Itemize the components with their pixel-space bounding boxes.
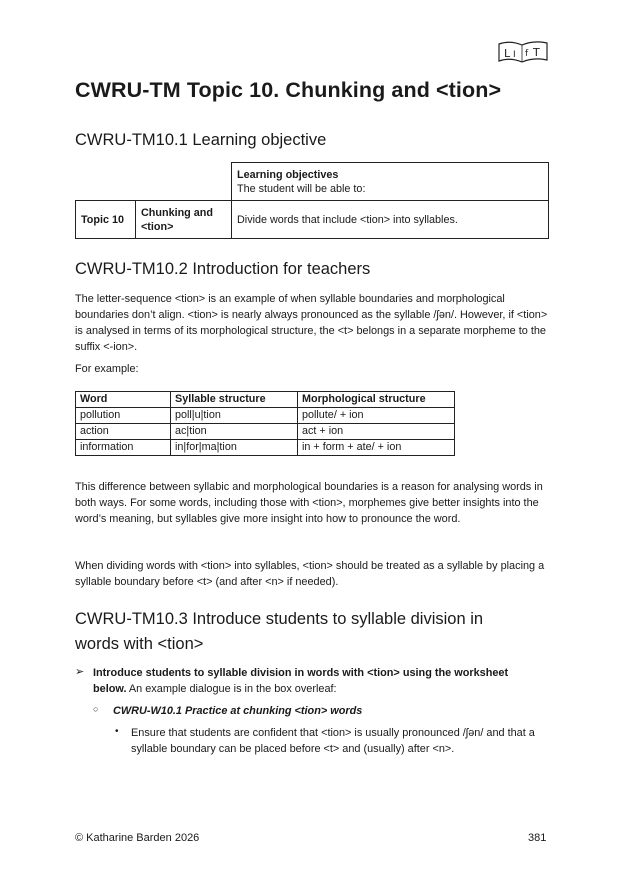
dot-bullet-icon: •	[115, 726, 119, 737]
section-heading-introduction: CWRU-TM10.2 Introduction for teachers	[75, 260, 371, 278]
section-heading-introduce-students-line1: CWRU-TM10.3 Introduce students to syllable division in	[75, 610, 484, 628]
svg-text:T: T	[533, 46, 540, 59]
column-header: Word	[76, 392, 171, 408]
example-table	[75, 391, 455, 456]
bullet-introduce-students	[93, 665, 543, 697]
arrow-bullet-icon: ➢	[75, 666, 85, 678]
footer-copyright: © Katharine Barden 2026	[75, 832, 200, 844]
lift-logo	[496, 39, 550, 65]
table-row	[76, 424, 455, 440]
table-cell: poll|u|tion	[171, 408, 298, 424]
bullet-ensure-confident: Ensure that students are confident that <tion> is usually pronounced /ʃən/ and that a syllable boundary can be placed before <t> and (usually) after <n>.	[131, 727, 535, 755]
circle-bullet-icon: ○	[93, 704, 99, 714]
topic-name-cell: Chunking and <tion>	[136, 201, 232, 239]
footer-page-number: 381	[528, 832, 547, 844]
table-row	[76, 408, 455, 424]
objective-cell: Divide words that include <tion> into syllables.	[232, 201, 549, 239]
table-row	[76, 440, 455, 456]
objectives-header-title: Learning objectives	[237, 168, 339, 181]
intro-paragraph-3: When dividing words with <tion> into syllables, <tion> should be treated as a syllable by placing a syllable boundary before <t> (and after <n> if needed).	[75, 560, 545, 588]
section-heading-introduce-students-line2: words with <tion>	[75, 635, 204, 653]
bullet-worksheet: CWRU-W10.1 Practice at chunking <tion> words	[113, 705, 363, 717]
topic-number-cell: Topic 10	[76, 201, 136, 239]
bullet-rest-text: An example dialogue is in the box overleaf:	[126, 683, 337, 695]
table-cell: pollution	[76, 408, 171, 424]
learning-objectives-table	[75, 162, 549, 239]
for-example-label: For example:	[75, 363, 139, 375]
empty-cell	[76, 163, 136, 201]
section-heading-learning-objective: CWRU-TM10.1 Learning objective	[75, 131, 327, 149]
table-cell: in + form + ate/ + ion	[298, 440, 455, 456]
table-cell: ac|tion	[171, 424, 298, 440]
table-cell: act + ion	[298, 424, 455, 440]
page-title: CWRU-TM Topic 10. Chunking and <tion>	[75, 78, 502, 102]
column-header: Morphological structure	[298, 392, 455, 408]
table-cell: information	[76, 440, 171, 456]
objectives-header-sub: The student will be able to:	[237, 182, 366, 195]
intro-paragraph-1: The letter-sequence <tion> is an example of when syllable boundaries and morphological boundaries don’t align. <tion> is nearly always pronounced as the syllable /ʃən/. However, if <tion> is analysed in terms of its morphological structure, the <t> belongs in a separate morpheme to the suffix <-ion>.	[75, 293, 548, 353]
svg-text:L: L	[504, 47, 511, 60]
svg-text:I: I	[513, 50, 516, 60]
bullet-bold-text: Introduce students to syllable division in words with <tion> using the worksheet below.	[93, 667, 509, 695]
intro-paragraph-2: This difference between syllabic and morphological boundaries is a reason for analysing words in both ways. For some words, including those with <tion>, morphemes give better insights into the word’s meaning, but syllables give more insight into how to pronounce the word.	[75, 481, 543, 525]
empty-cell	[136, 163, 232, 201]
table-cell: in|for|ma|tion	[171, 440, 298, 456]
objectives-header-cell	[232, 163, 549, 201]
table-cell: pollute/ + ion	[298, 408, 455, 424]
example-table-header-row	[76, 392, 455, 408]
svg-text:f: f	[525, 49, 529, 59]
column-header: Syllable structure	[171, 392, 298, 408]
table-cell: action	[76, 424, 171, 440]
